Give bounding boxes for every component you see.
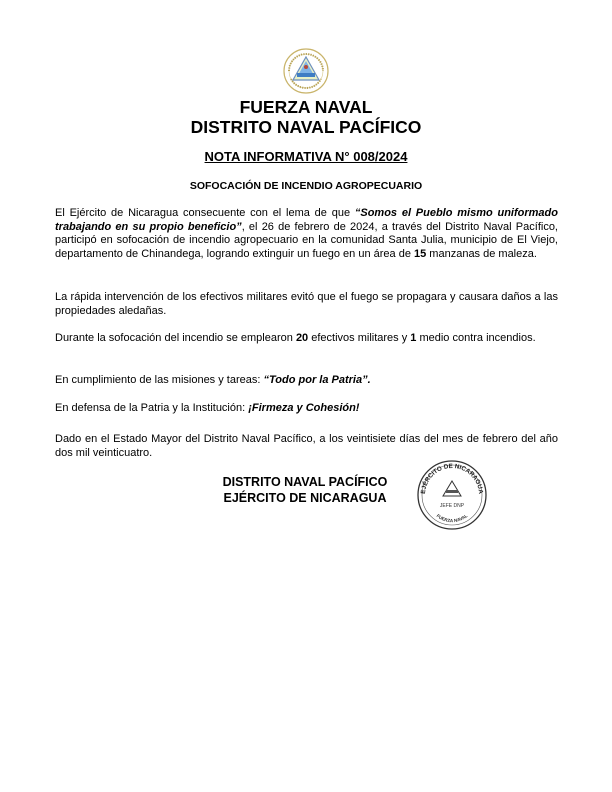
paragraph-3: Durante la sofocación del incendio se emplearon 20 efectivos militares y 1 medio contra incendios. xyxy=(55,332,536,344)
coat-of-arms-icon xyxy=(281,47,331,95)
official-stamp-icon xyxy=(415,459,489,531)
paragraph-4: En cumplimiento de las misiones y tareas: “Todo por la Patria”. xyxy=(55,374,371,386)
note-subject: SOFOCACIÓN DE INCENDIO AGROPECUARIO xyxy=(189,180,423,192)
note-title: NOTA INFORMATIVA N° 008/2024 xyxy=(204,149,408,164)
org-title: FUERZA NAVAL xyxy=(239,97,373,117)
paragraph-6: Dado en el Estado Mayor del Distrito Naval Pacífico, a los veintisiete días del mes de febrero del año dos mil veinticuatro. xyxy=(55,433,558,459)
svg-text:EJÉRCITO DE NICARAGUA: EJÉRCITO DE NICARAGUA xyxy=(419,462,485,495)
org-subtitle: DISTRITO NAVAL PACÍFICO xyxy=(190,117,422,137)
paragraph-1: El Ejército de Nicaragua consecuente con el lema de que “Somos el Pueblo mismo uniformado trabajando en su propio beneficio”, el 26 de febrero de 2024, a través del Distrito Naval Pacífico, participó en sofocación de incendio agropecuario en la comunidad Santa Julia, municipio de El Viejo, departamento de Chinandega, logrando extinguir un fuego en un área de 15 manzanas de maleza. xyxy=(55,207,558,260)
paragraph-2: La rápida intervención de los efectivos militares evitó que el fuego se propagara y causara daños a las propiedades aledañas. xyxy=(55,291,558,317)
signature-line-2: EJÉRCITO DE NICARAGUA xyxy=(223,491,387,505)
paragraph-5: En defensa de la Patria y la Institución: ¡Firmeza y Cohesión! xyxy=(55,402,360,414)
svg-text:FUERZA NAVAL: FUERZA NAVAL xyxy=(435,513,469,524)
signature-line-1: DISTRITO NAVAL PACÍFICO xyxy=(222,475,388,489)
motto-quote: “Somos el Pueblo mismo uniformado trabajando en su propio beneficio” xyxy=(55,207,558,233)
svg-text:JEFE DNP: JEFE DNP xyxy=(439,503,465,509)
